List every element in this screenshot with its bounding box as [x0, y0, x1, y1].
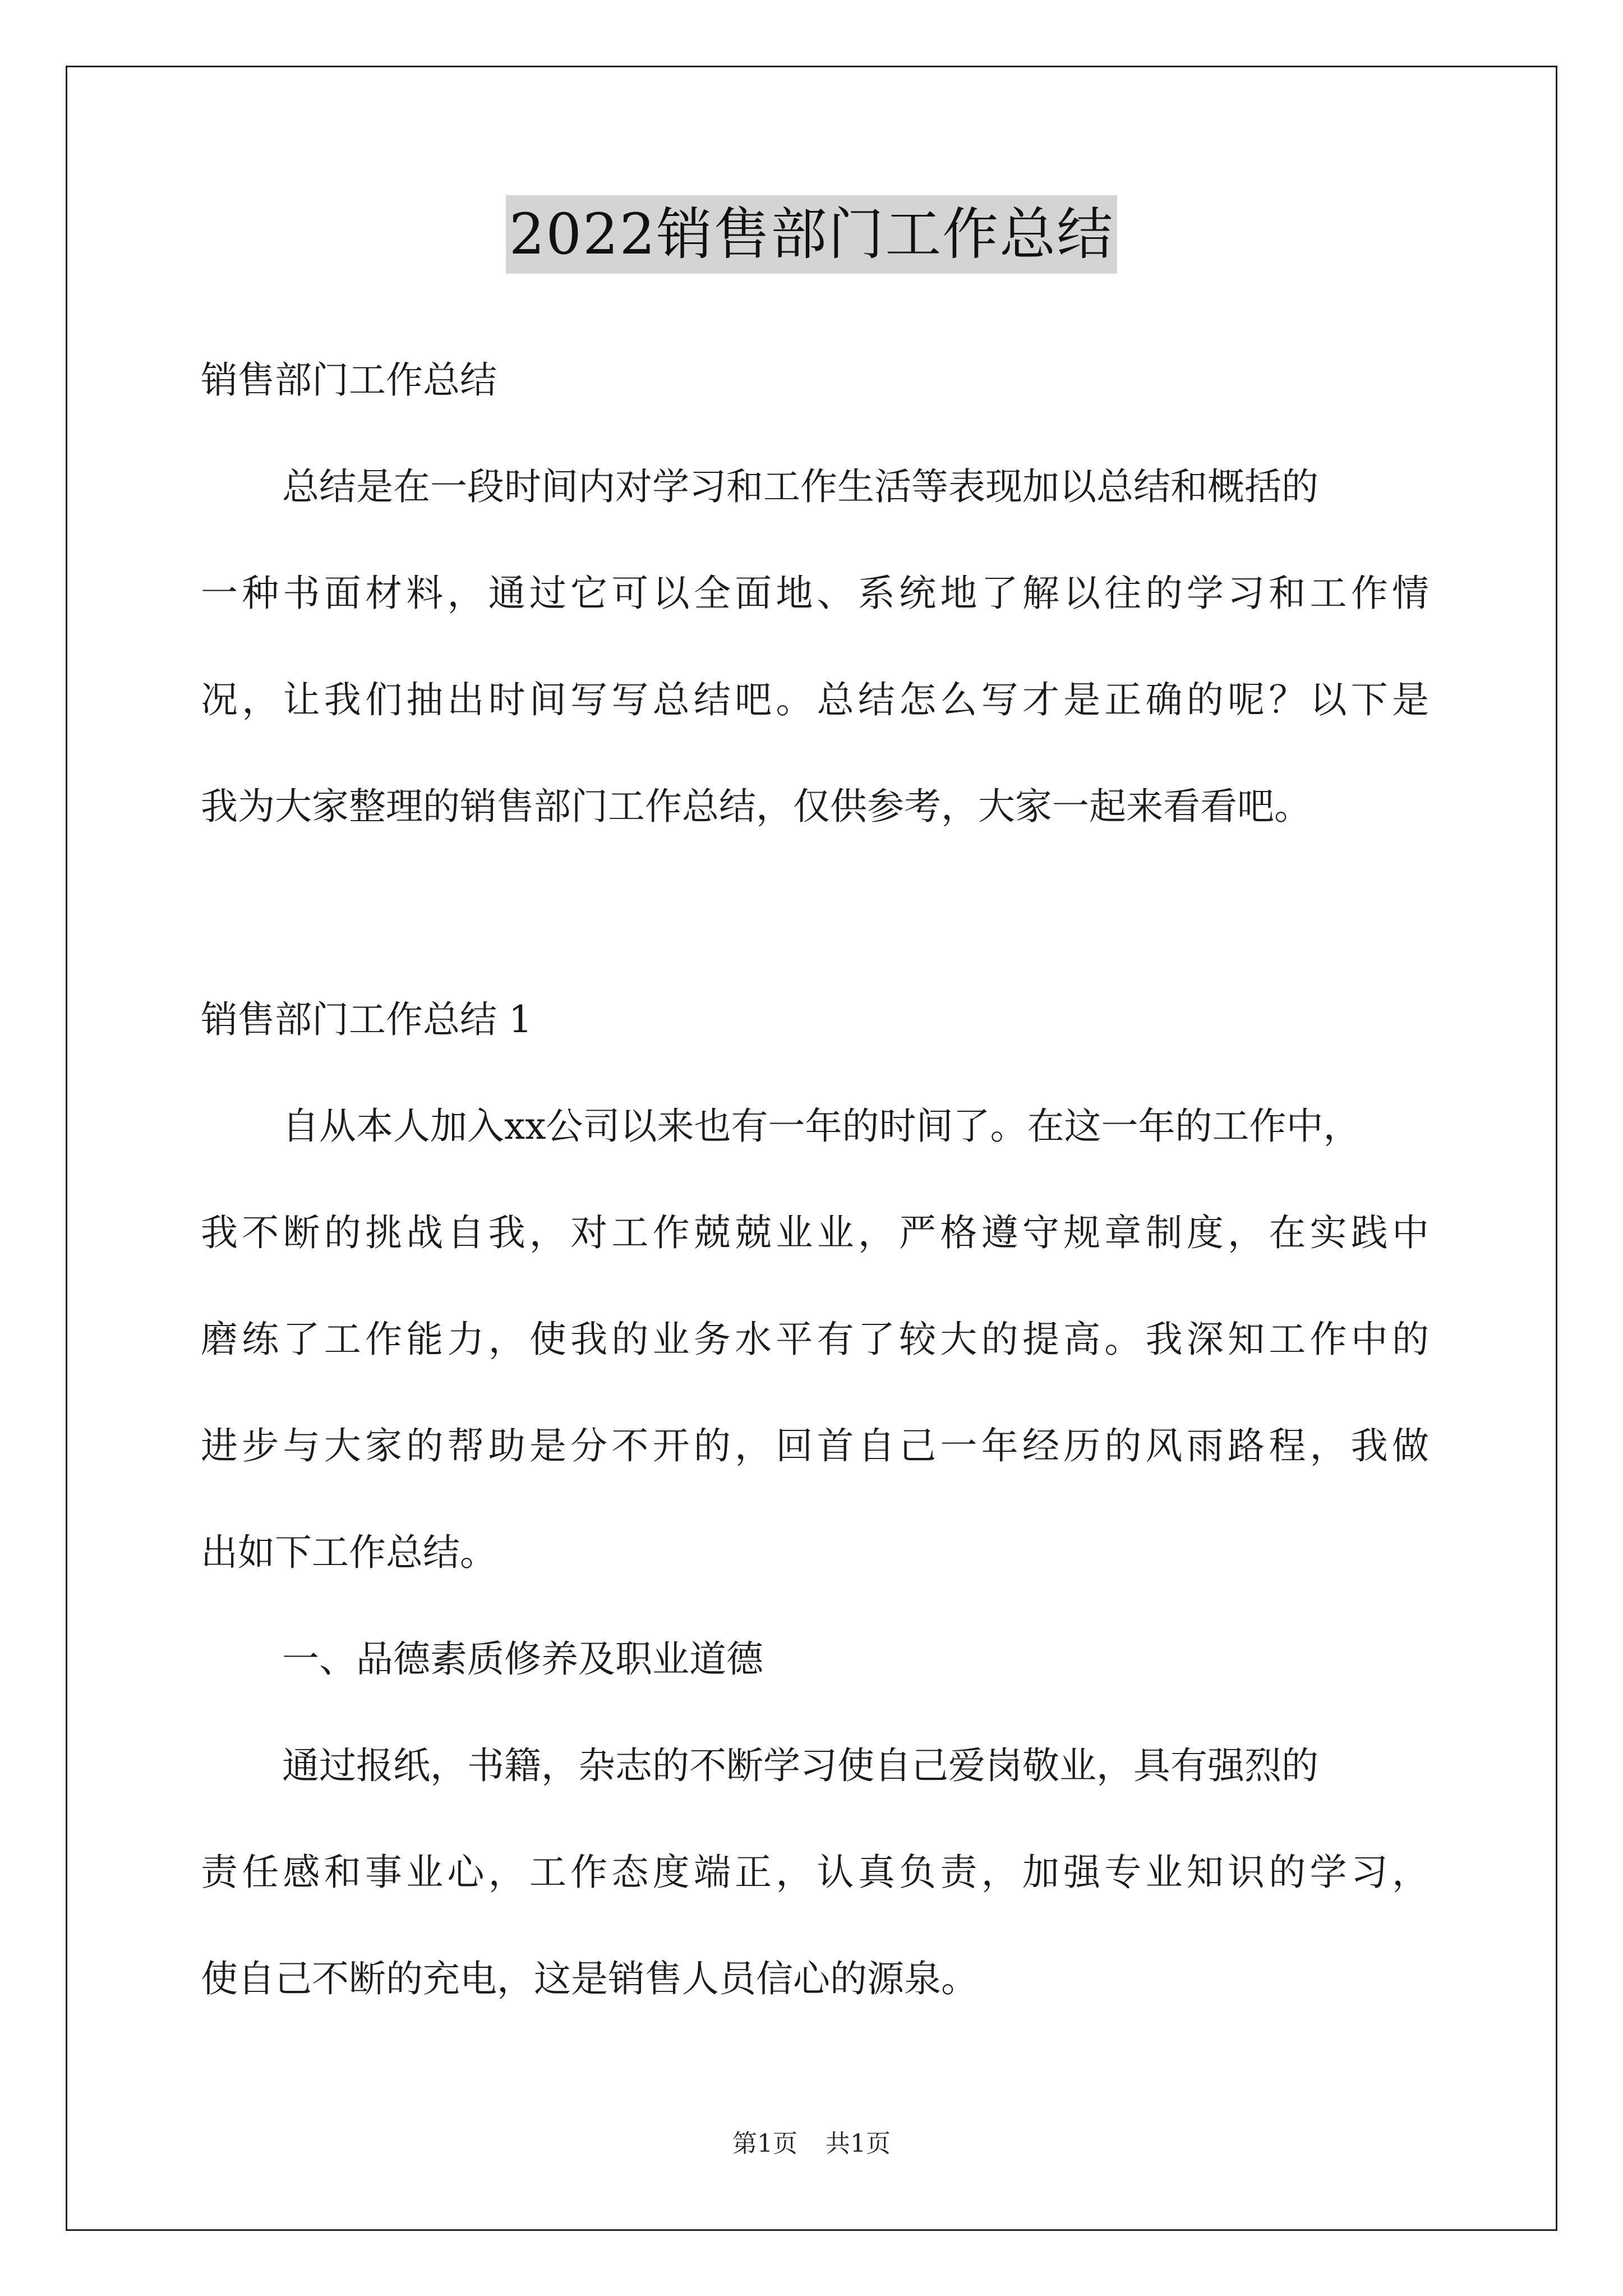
- title-wrapper: [0, 195, 1623, 274]
- subsection-line: 责任感和事业心，工作态度端正，认真负责，加强专业知识的学习，: [201, 1851, 1429, 1894]
- document-title: 2022销售部门工作总结: [506, 195, 1118, 274]
- section-line: 进步与大家的帮助是分不开的，回首自己一年经历的风雨路程，我做: [201, 1424, 1429, 1467]
- page-footer: [0, 2127, 1623, 2161]
- section-heading: 销售部门工作总结 1: [201, 998, 532, 1041]
- subsection-heading: 一、品德素质修养及职业道德: [282, 1637, 763, 1681]
- intro-line: 一种书面材料，通过它可以全面地、系统地了解以往的学习和工作情: [201, 572, 1429, 615]
- intro-line: 况，让我们抽出时间写写总结吧。总结怎么写才是正确的呢？以下是: [201, 678, 1429, 721]
- section-line: 出如下工作总结。: [201, 1531, 497, 1574]
- page-total: 共1页: [826, 2129, 891, 2158]
- section-line: 我不断的挑战自我，对工作兢兢业业，严格遵守规章制度，在实践中: [201, 1211, 1429, 1254]
- intro-line: 我为大家整理的销售部门工作总结，仅供参考，大家一起来看看吧。: [201, 785, 1311, 828]
- subsection-line: 通过报纸，书籍，杂志的不断学习使自己爱岗敬业，具有强烈的: [282, 1744, 1318, 1787]
- section-line: 自从本人加入xx公司以来也有一年的时间了。在这一年的工作中，: [282, 1105, 1361, 1148]
- intro-line: 总结是在一段时间内对学习和工作生活等表现加以总结和概括的: [282, 465, 1318, 508]
- document-subtitle: 销售部门工作总结: [201, 358, 497, 402]
- page-number: 第1页: [732, 2129, 797, 2158]
- section-line: 磨练了工作能力，使我的业务水平有了较大的提高。我深知工作中的: [201, 1318, 1429, 1361]
- subsection-line: 使自己不断的充电，这是销售人员信心的源泉。: [201, 1957, 978, 2000]
